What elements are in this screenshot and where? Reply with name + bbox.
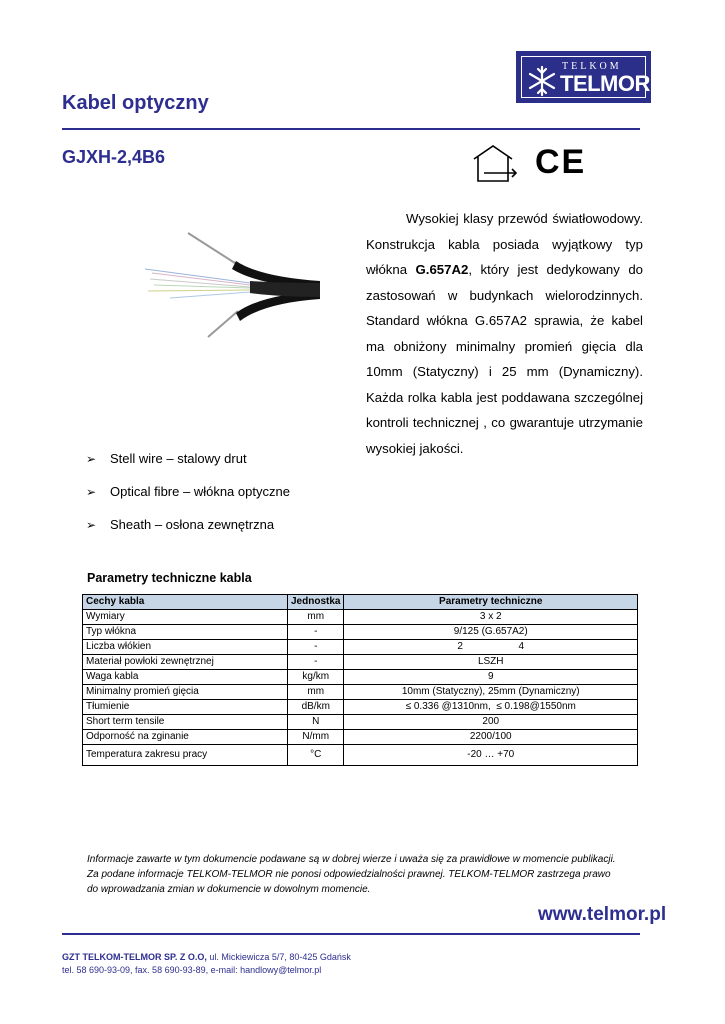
- unit-cell: N/mm: [288, 730, 344, 745]
- logo-frame: [521, 56, 650, 98]
- feature-cell: Minimalny promień gięcia: [83, 685, 288, 700]
- unit-cell: -: [288, 640, 344, 655]
- product-model: GJXH-2,4B6: [62, 147, 166, 167]
- company-name: GZT TELKOM-TELMOR SP. Z O.O,: [62, 952, 207, 962]
- unit-cell: mm: [288, 685, 344, 700]
- table-row: [83, 670, 638, 685]
- value-cell: 10mm (Statyczny), 25mm (Dynamiczny): [344, 685, 638, 700]
- table-row: [83, 715, 638, 730]
- table-row: [83, 640, 638, 655]
- unit-cell: dB/km: [288, 700, 344, 715]
- company-logo: [516, 51, 651, 103]
- value-cell: 2200/100: [344, 730, 638, 745]
- value-cell: 9: [344, 670, 638, 685]
- disclaimer-note: [87, 852, 616, 897]
- table-row: [83, 625, 638, 640]
- column-header-feature: Cechy kabla: [83, 595, 288, 610]
- value-cell: LSZH: [344, 655, 638, 670]
- list-item-text: Stell wire – stalowy drut: [110, 451, 247, 466]
- logo-top-text: TELKOM: [562, 61, 622, 72]
- company-contact: tel. 58 690-93-09, fax. 58 690-93-89, e-mail: handlowy@telmor.pl: [62, 965, 322, 975]
- unit-cell: mm: [288, 610, 344, 625]
- cable-illustration: [140, 225, 320, 345]
- page-title: Kabel optyczny: [62, 92, 209, 114]
- logo-snowflake-icon: [528, 64, 556, 98]
- feature-cell: Odporność na zginanie: [83, 730, 288, 745]
- table-header-row: [83, 595, 638, 610]
- column-header-value: Parametry techniczne: [344, 595, 638, 610]
- footer-divider: [62, 933, 640, 935]
- table-row: [83, 610, 638, 625]
- list-item-text: Sheath – osłona zewnętrzna: [110, 517, 275, 532]
- value-cell: 200: [344, 715, 638, 730]
- unit-cell: -: [288, 655, 344, 670]
- value-cell: 9/125 (G.657A2): [344, 625, 638, 640]
- column-header-unit: Jednostka: [288, 595, 344, 610]
- unit-cell: N: [288, 715, 344, 730]
- company-address: ul. Mickiewicza 5/7, 80-425 Gdańsk: [206, 952, 351, 962]
- feature-cell: Liczba włókien: [83, 640, 288, 655]
- arrow-bullet-icon: ➢: [86, 518, 97, 532]
- disclaimer-line: do wprowadzania zmian w dokumencie w dowolnym momencie.: [87, 884, 371, 895]
- unit-cell: °C: [288, 745, 344, 766]
- table-heading: Parametry techniczne kabla: [87, 571, 252, 585]
- unit-cell: kg/km: [288, 670, 344, 685]
- table-row: [83, 685, 638, 700]
- feature-cell: Wymiary: [83, 610, 288, 625]
- logo-main-text: TELMOR: [560, 71, 650, 96]
- feature-cell: Typ włókna: [83, 625, 288, 640]
- fiber-type-highlight: G.657A2: [415, 262, 469, 277]
- product-description: [366, 206, 643, 461]
- table-row: [83, 745, 638, 766]
- value-cell: ≤ 0.336 @1310nm, ≤ 0.198@1550nm: [344, 700, 638, 715]
- parameters-table: [82, 594, 638, 766]
- feature-cell: Short term tensile: [83, 715, 288, 730]
- value-cell: -20 … +70: [344, 745, 638, 766]
- disclaimer-line: Informacje zawarte w tym dokumencie podawane są w dobrej wierze i uważa się za prawidłowe w momencie publikacji.: [87, 854, 616, 865]
- indoor-house-icon: [468, 143, 518, 185]
- feature-cell: Materiał powłoki zewnętrznej: [83, 655, 288, 670]
- table-row: [83, 700, 638, 715]
- feature-cell: Temperatura zakresu pracy: [83, 745, 288, 766]
- company-footer: [62, 951, 351, 977]
- header-divider: [62, 128, 640, 130]
- arrow-bullet-icon: ➢: [86, 452, 97, 466]
- table-row: [83, 655, 638, 670]
- website-link[interactable]: www.telmor.pl: [538, 904, 667, 925]
- description-text-part1: Wysokiej klasy przewód światłowodowy. Konstrukcja kabla posiada wyjątkowy typ włókna: [366, 211, 643, 277]
- feature-cell: Waga kabla: [83, 670, 288, 685]
- ce-mark-icon: CE: [535, 143, 587, 181]
- disclaimer-line: Za podane informacje TELKOM-TELMOR nie ponosi odpowiedzialności prawnej. TELKOM-TELMOR zastrzega prawo: [87, 869, 611, 880]
- value-cell: 2 4: [344, 640, 638, 655]
- value-cell: 3 x 2: [344, 610, 638, 625]
- arrow-bullet-icon: ➢: [86, 485, 97, 499]
- list-item-text: Optical fibre – włókna optyczne: [110, 484, 290, 499]
- table-row: [83, 730, 638, 745]
- unit-cell: -: [288, 625, 344, 640]
- feature-cell: Tłumienie: [83, 700, 288, 715]
- description-text-part2: , który jest dedykowany do zastosowań w budynkach wielorodzinnych. Standard włókna G.657A2 sprawia, że kabel ma obniżony minimalny promień gięcia dla 10mm (Statyczny) i 25 mm (Dynamiczny). Każda rolka kabla jest poddawana szczególnej kontroli technicznej , co gwarantuje utrzymanie wysokiej jakości.: [366, 262, 643, 456]
